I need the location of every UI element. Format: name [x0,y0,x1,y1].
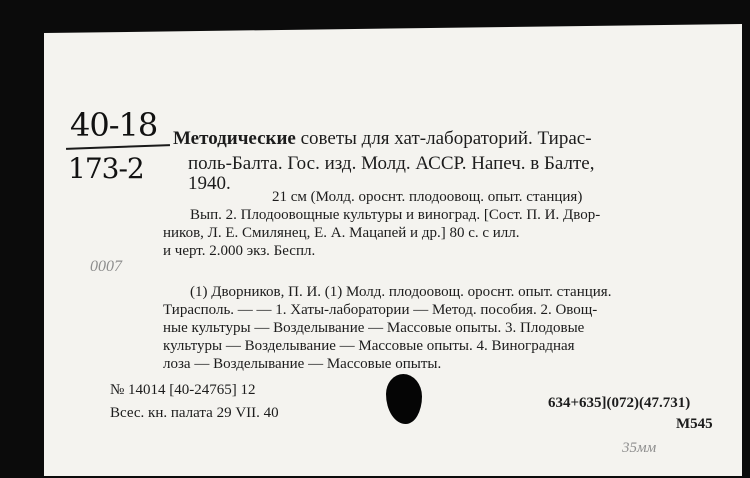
title-line-2: поль-Балта. Гос. изд. Молд. АССР. Напеч. в Балте, [188,153,595,174]
subject-line-3: ные культуры — Возделывание — Массовые опыты. 3. Плодовые [163,320,585,336]
subject-line-4: культуры — Возделывание — Массовые опыты. 4. Виноградная [163,338,575,354]
title-heading-word: Методические [173,128,296,149]
volume-line-1: Вып. 2. Плодоовощные культуры и виноград. [Сост. П. И. Двор- [190,207,601,223]
shelf-mark: М545 [676,416,713,432]
volume-line-3: и черт. 2.000 экз. Беспл. [163,243,316,259]
classification-index: 634+635](072)(47.731) [548,395,691,411]
subject-line-5: лоза — Возделывание — Массовые опыты. [163,356,442,372]
handwritten-margin-note: 0007 [90,258,122,275]
subject-line-1: (1) Дворников, П. И. (1) Молд. плодоовощ. ороснт. опыт. станция. [190,284,612,300]
title-rest: советы для хат-лабораторий. Тирас- [300,128,592,149]
volume-line-2: ников, Л. Е. Смилянец, Е. А. Мацапей и др.] 80 с. с илл. [163,225,520,241]
book-chamber-date: Всес. кн. палата 29 VII. 40 [110,405,279,421]
size-line: 21 см (Молд. ороснт. плодоовощ. опыт. станция) [272,189,583,205]
subject-line-2: Тирасполь. — — 1. Хаты-лаборатории — Метод. пособия. 2. Овощ- [163,302,598,318]
handwritten-code-bottom: 173-2 [68,152,144,185]
title-line-3: 1940. [188,173,231,194]
inventory-number: № 14014 [40-24765] 12 [110,382,256,398]
title-line-1 [173,128,592,150]
handwritten-corner-note: 35мм [622,440,657,456]
handwritten-code-top: 40-18 [70,106,158,144]
